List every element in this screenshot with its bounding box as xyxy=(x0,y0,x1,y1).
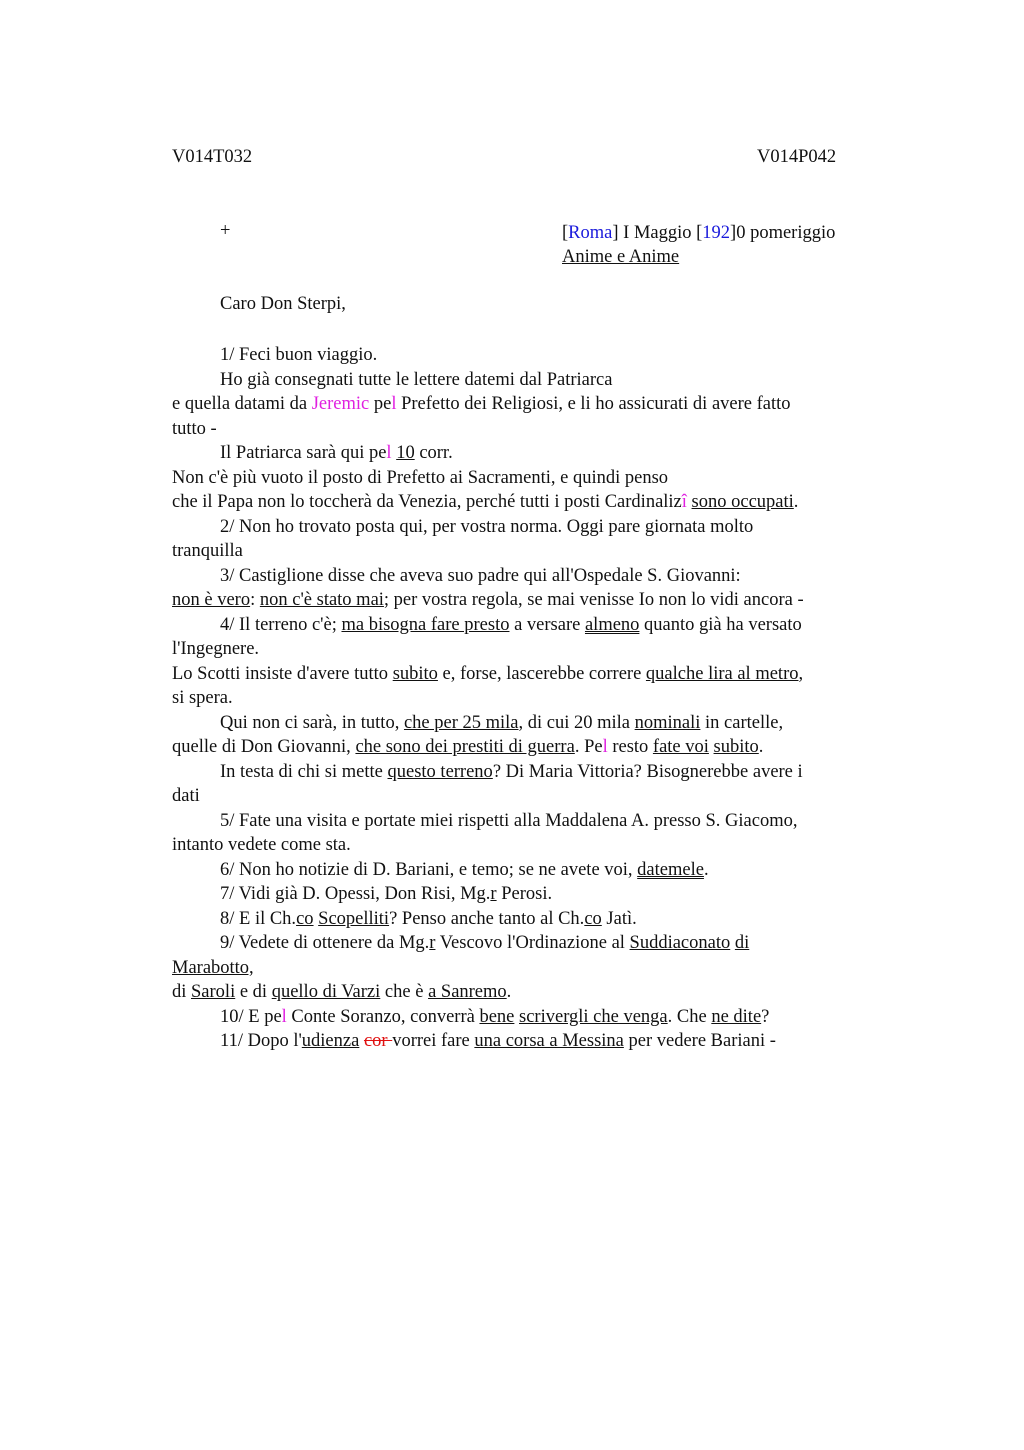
text-segment: ; per vostra regola, se mai venisse Io non lo vidi ancora - xyxy=(383,590,804,610)
text-segment: r xyxy=(429,933,436,953)
text-segment: 7/ Vidi già D. Opessi, Don Risi, Mg. xyxy=(220,884,491,904)
year-fragment: 192 xyxy=(702,223,731,243)
text-line: Ho già consegnati tutte le lettere datemi dal Patriarca xyxy=(220,369,613,390)
text-line: l'Ingegnere. xyxy=(172,639,260,659)
text-segment: quanto già ha versato xyxy=(639,614,802,635)
text-segment: subito xyxy=(713,737,759,757)
text-line xyxy=(172,735,892,760)
text-segment: e quella datami da xyxy=(172,394,312,414)
text-line: intanto vedete come sta. xyxy=(172,835,351,855)
text-segment: non c'è stato mai xyxy=(259,590,384,610)
text-segment: 4/ Il terreno c'è; xyxy=(220,614,342,635)
text-segment: r xyxy=(490,884,497,904)
text-segment: 6/ Non ho notizie di D. Bariani, e temo; se ne avete voi, xyxy=(220,859,638,880)
text-line xyxy=(172,980,892,1005)
text-line xyxy=(172,1005,892,1030)
text-segment: nominali xyxy=(634,712,701,733)
text-segment: pe xyxy=(369,394,392,414)
text-segment: 10/ E pe xyxy=(220,1006,282,1027)
text-segment: 11/ Dopo l' xyxy=(220,1031,302,1051)
text-segment: corr. xyxy=(414,443,453,463)
text-segment: subito xyxy=(392,663,438,684)
salutation: Caro Don Sterpi, xyxy=(220,294,346,314)
text-segment: ? Penso anche tanto al Ch. xyxy=(389,908,585,929)
text-segment: datemele xyxy=(637,859,704,880)
text-line xyxy=(172,490,892,515)
text-line: 3/ Castiglione disse che aveva suo padre qui all'Ospedale S. Giovanni: xyxy=(220,565,741,586)
text-segment: che per 25 mila xyxy=(403,712,519,733)
text-segment: Il Patriarca sarà qui pe xyxy=(220,443,387,463)
text-segment: sono occupati xyxy=(691,492,794,512)
text-segment: fate voi xyxy=(652,737,709,757)
text-line xyxy=(172,760,892,785)
text-line xyxy=(172,711,892,736)
text-line xyxy=(172,858,892,883)
text-segment: . xyxy=(703,859,709,880)
text-segment: l xyxy=(391,394,397,414)
text-line xyxy=(172,882,892,907)
text-line: tutto - xyxy=(172,418,217,439)
text-line: dati xyxy=(172,786,200,806)
text-segment: l xyxy=(602,737,608,757)
text-segment: . xyxy=(758,737,764,757)
struck-word: cor xyxy=(363,1031,393,1051)
text-segment: ne dite xyxy=(711,1006,762,1027)
text-segment: . Che xyxy=(667,1006,712,1027)
text-line: Non c'è più vuoto il posto di Prefetto ai Sacramenti, e quindi penso xyxy=(172,467,669,488)
text-segment: 8/ E il Ch. xyxy=(220,908,297,929)
text-segment: resto xyxy=(607,737,653,757)
text-segment: co xyxy=(584,908,602,929)
text-segment: Marabotto, xyxy=(172,957,254,978)
text-segment: . xyxy=(793,492,799,512)
text-segment: co xyxy=(296,908,314,929)
text-line xyxy=(172,392,892,417)
text-segment: questo terreno xyxy=(387,761,493,782)
text-segment: a Sanremo xyxy=(428,982,507,1002)
text-segment: a versare xyxy=(509,614,585,635)
text-segment: che il Papa non lo toccherà da Venezia, perché tutti i posti Cardinaliz xyxy=(172,492,682,512)
text-segment: ma bisogna fare presto xyxy=(341,614,510,635)
text-segment: e, forse, lascerebbe correre xyxy=(437,663,646,684)
text-line: tranquilla xyxy=(172,541,243,561)
text-segment: [ xyxy=(562,223,569,243)
text-segment: 9/ Vedete di ottenere da Mg. xyxy=(220,933,430,953)
document-code-left: V014T032 xyxy=(172,147,253,167)
text-line: 1/ Feci buon viaggio. xyxy=(220,345,378,365)
text-line xyxy=(172,588,892,613)
text-segment: . xyxy=(506,982,512,1002)
text-segment: In testa di chi si mette xyxy=(220,761,388,782)
text-segment: Prefetto dei Religiosi, e li ho assicurati di avere fatto xyxy=(396,394,791,414)
text-segment: ] I Maggio [ xyxy=(612,223,703,243)
text-segment: qualche lira al metro xyxy=(645,663,799,684)
place-name: Roma xyxy=(568,223,613,243)
text-segment: di xyxy=(172,982,192,1002)
text-segment: scrivergli che venga xyxy=(519,1006,668,1027)
text-segment: Vescovo l'Ordinazione al xyxy=(435,933,630,953)
text-segment: , di cui 20 mila xyxy=(518,712,635,733)
text-line xyxy=(172,662,892,687)
text-line: 2/ Non ho trovato posta qui, per vostra norma. Oggi pare giornata molto xyxy=(220,516,754,537)
text-segment: vorrei fare xyxy=(392,1031,475,1051)
text-segment: e di xyxy=(235,982,272,1002)
text-segment: quelle di Don Giovanni, xyxy=(172,737,356,757)
text-segment: Jatì. xyxy=(601,908,637,929)
text-segment: Jeremic xyxy=(311,394,370,414)
text-segment: Suddiaconato xyxy=(629,933,731,953)
text-segment: che sono dei prestiti di guerra xyxy=(355,737,575,757)
text-segment: che è xyxy=(380,982,429,1002)
text-segment: 10 xyxy=(396,443,415,463)
text-segment: una corsa a Messina xyxy=(474,1031,624,1051)
text-segment: . Pe xyxy=(574,737,603,757)
motto: Anime e Anime xyxy=(562,247,680,267)
cross-symbol: + xyxy=(220,221,231,241)
text-segment: , xyxy=(798,663,804,684)
text-line xyxy=(172,907,892,932)
text-segment: bene xyxy=(479,1006,515,1027)
text-segment: ? xyxy=(761,1006,770,1027)
text-segment: Saroli xyxy=(191,982,236,1002)
text-line xyxy=(172,613,892,638)
text-segment: di xyxy=(734,933,750,953)
letter-body xyxy=(172,343,892,1054)
dateline xyxy=(562,221,835,269)
text-segment: per vedere Bariani - xyxy=(623,1031,776,1051)
text-segment: Qui non ci sarà, in tutto, xyxy=(220,712,404,733)
text-segment: : xyxy=(250,590,260,610)
text-segment: in cartelle, xyxy=(700,712,784,733)
text-line xyxy=(172,956,892,981)
text-segment: ? Di Maria Vittoria? Bisognerebbe avere i xyxy=(492,761,803,782)
text-line: 5/ Fate una visita e portate miei rispetti alla Maddalena A. presso S. Giacomo, xyxy=(220,810,798,831)
text-segment: l xyxy=(281,1006,287,1027)
text-segment: udienza xyxy=(301,1031,360,1051)
text-line: si spera. xyxy=(172,688,233,708)
text-segment: Perosi. xyxy=(496,884,553,904)
document-code-right: V014P042 xyxy=(757,147,837,167)
text-segment: almeno xyxy=(584,614,640,635)
text-segment: ]0 pomeriggio xyxy=(730,223,836,243)
text-line xyxy=(172,931,892,956)
text-line xyxy=(172,441,892,466)
text-segment: non è vero xyxy=(172,590,251,610)
text-segment: Scopelliti xyxy=(318,908,390,929)
text-line xyxy=(172,1029,892,1054)
text-segment: l xyxy=(386,443,392,463)
text-segment: Conte Soranzo, converrà xyxy=(286,1006,480,1027)
text-segment: î xyxy=(681,492,687,512)
date-line xyxy=(562,221,835,245)
text-segment: Lo Scotti insiste d'avere tutto xyxy=(172,663,393,684)
text-segment: quello di Varzi xyxy=(271,982,381,1002)
